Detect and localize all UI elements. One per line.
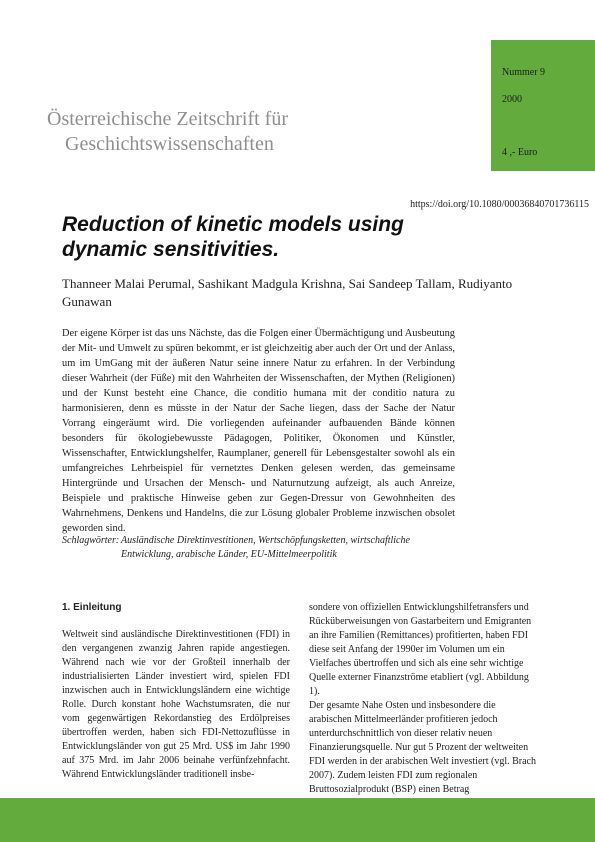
top-margin bbox=[0, 0, 595, 40]
article-title: Reduction of kinetic models using dynamic sensitivities. bbox=[62, 213, 404, 261]
section-heading: 1. Einleitung bbox=[62, 602, 122, 613]
journal-title bbox=[47, 107, 288, 157]
body-column-right bbox=[309, 601, 538, 797]
body-column-left bbox=[62, 601, 290, 782]
journal-title-line2: Geschichtswissenschaften bbox=[65, 133, 274, 155]
issue-price: 4 ,- Euro bbox=[502, 147, 538, 158]
issue-year: 2000 bbox=[502, 94, 522, 105]
doi-link[interactable]: https://doi.org/10.1080/00036840701736115 bbox=[410, 199, 589, 210]
keywords bbox=[62, 534, 452, 562]
body-paragraph-right-2: Der gesamte Nahe Osten und insbesondere die arabischen Mittelmeerländer profitieren jedoch unterdurchschnittlich von dieser relativ neuen Finanzierungsquelle. Nur gut 5 Prozent der weltweiten FDI werden in der arabischen Welt investiert (vgl. Brach 2007). Zudem leisten FDI zum regionalen Bruttosozialprodukt (BSP) einen Betrag bbox=[309, 700, 536, 795]
issue-number: Nummer 9 bbox=[502, 67, 546, 78]
abstract: Der eigene Körper ist das uns Nächste, das die Folgen einer Übermächtigung und Ausbeutung der Mit- und Umwelt zu spüren bekommt, er ist gleichzeitig aber auch der Ort und der Anlass, um im UmGang mit der äußeren Natur seine innere Natur zu erfahren. In der Verbindung dieser Wahrheit (der Füße) mit den Wahrheiten der Wissenschaften, der Mythen (Religionen) und der Kunst besteht eine Chance, die conditio humana mit der conditio natura zu harmonisieren, denn es müsste in der Natur der Sache liegen, dass der Sache der Natur Vorrang eingeräumt wird. Die vorliegenden aufeinander aufbauenden Bände können besonders für ökologiebewusste Pädagogen, Politiker, Ökonomen und Künstler, Wissenschafter, Entwicklungshelfer, Raumplaner, generell für Lebensgestalter sowohl als ein umfangreiches Lehrbeispiel für vernetztes Denken gelesen werden, das gemeinsame Hintergründe und Ursachen der Mensch- und Naturnutzung aufzeigt, als auch Anreize, Beispiele und praktische Hinweise geben zur Gegen-Dressur von Gewohnheiten des Wahrnehmens, Denkens und Handelns, die zur Lösung globaler Probleme inzwischen obsolet geworden sind. bbox=[62, 328, 455, 534]
body-paragraph-left: Weltweit sind ausländische Direktinvestitionen (FDI) in den vergangenen zwanzig Jahren rapide angestiegen. Während nach wie vor der Großteil innerhalb der industrialisierten Länder investiert wird, spielen FDI inzwischen auch in Entwicklungsländern eine wichtige Rolle. Durch konstant hohe Wachstumsraten, die nur vom gegenwärtigen Rekordanstieg des Erdölpreises übertroffen werden, haben sich FDI-Nettozuflüsse in Entwicklungsländer von gut 25 Mrd. US$ im Jahr 1990 auf 375 Mrd. im Jahr 2006 beinahe verfünfzehnfacht. Während Entwicklungsländer traditionell insbe- bbox=[62, 629, 290, 780]
body-paragraph-right-1: sondere von offiziellen Entwicklungshilfetransfers und Rücküberweisungen von Gastarbeitern und Emigranten an ihre Familien (Remittances) profitierten, haben FDI diese seit Anfang der 1990er im Volumen um ein Vielfaches übertroffen und sich als eine sehr wichtige Quelle externer Finanzströme etabliert (vgl. Abbildung 1). bbox=[309, 602, 532, 697]
keywords-label: Schlagwörter: bbox=[62, 535, 120, 546]
article-authors: Thanneer Malai Perumal, Sashikant Madgula Krishna, Sai Sandeep Tallam, Rudiyanto Gunawan bbox=[62, 276, 513, 309]
issue-info-box bbox=[491, 40, 595, 171]
footer-band bbox=[0, 798, 595, 842]
journal-title-line1: Österreichische Zeitschrift für bbox=[47, 108, 289, 130]
keywords-text: Ausländische Direktinvestitionen, Wertschöpfungsketten, wirtschaftliche Entwicklung, arabische Länder, EU-Mittelmeerpolitik bbox=[121, 535, 410, 560]
